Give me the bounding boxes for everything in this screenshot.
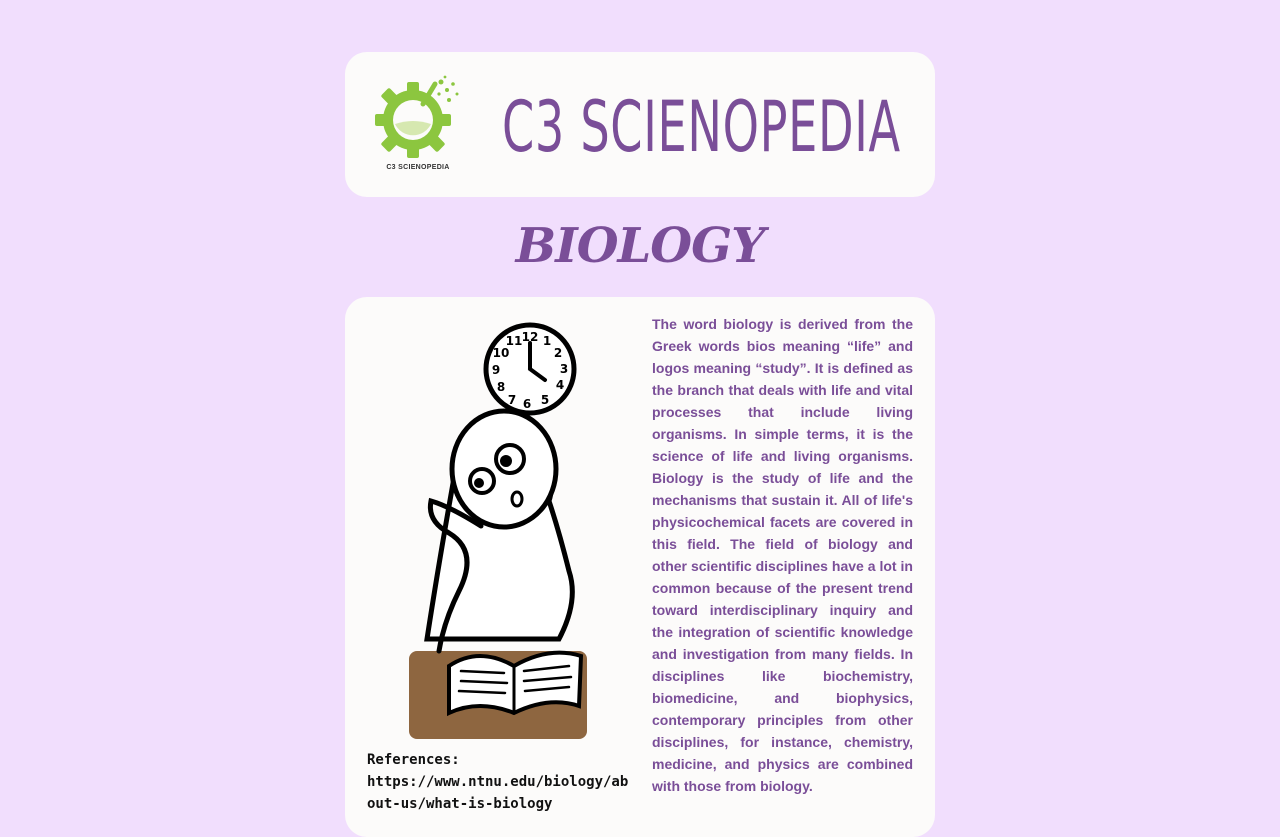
content-card [345, 297, 935, 837]
site-logo[interactable] [373, 74, 463, 178]
svg-text:4: 4 [555, 378, 565, 392]
svg-text:2: 2 [553, 346, 563, 360]
biology-description: The word biology is derived from the Greek words bios meaning “life” and logos meaning “study”. It is defined as the branch that deals with life and vital processes that include living organisms. In simple terms, it is the science of life and living organisms. Biology is the study of life and the mechanisms that sustain it. All of life's physicochemical facets are covered in this field. The field of biology and other scientific disciplines have a lot in common because of the present trend toward interdisciplinary inquiry and the integration of scientific knowledge and investigation from many fields. In disciplines like biochemistry, biomedicine, and biophysics, contemporary principles from other disciplines, for instance, chemistry, medicine, and physics are combined with those from biology. [652, 316, 913, 794]
site-title[interactable]: C3 SCIENOPEDIA [502, 86, 901, 168]
svg-text:8: 8 [496, 380, 506, 394]
references [367, 749, 632, 815]
header-card [345, 52, 935, 197]
references-label: References: [367, 752, 460, 768]
svg-text:5: 5 [540, 393, 550, 407]
svg-text:12: 12 [521, 330, 539, 344]
person-reading-book-clock-icon [409, 321, 587, 739]
svg-text:6: 6 [522, 397, 532, 411]
svg-text:7: 7 [507, 393, 517, 407]
page-title: BIOLOGY [515, 218, 765, 274]
svg-text:3: 3 [559, 362, 569, 376]
svg-text:11: 11 [505, 334, 523, 348]
references-link[interactable]: https://www.ntnu.edu/biology/about-us/what-is-biology [367, 774, 629, 812]
svg-text:1: 1 [542, 334, 552, 348]
gear-flask-icon [373, 74, 463, 162]
svg-text:10: 10 [492, 346, 510, 360]
svg-text:9: 9 [491, 363, 501, 377]
logo-caption: C3 SCIENOPEDIA [386, 164, 450, 171]
